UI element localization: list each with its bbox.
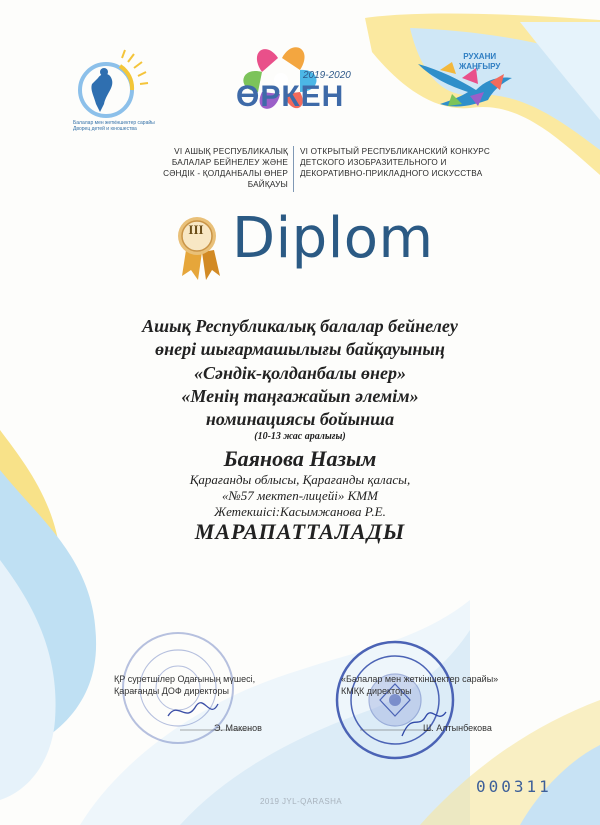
serial-number: 000311	[476, 777, 552, 796]
header-divider	[293, 146, 294, 192]
medal-label: III	[188, 222, 204, 237]
age-group: (10-13 жас аралығы)	[254, 431, 346, 442]
competition-title-ru: VI ОТКРЫТЫЙ РЕСПУБЛИКАНСКИЙ КОНКУРС ДЕТСКОГО ИЗОБРАЗИТЕЛЬНОГО И ДЕКОРАТИВНО-ПРИКЛАДНОГО ИСКУССТВА	[300, 147, 490, 178]
right-signatory-role	[341, 673, 498, 697]
ruhani-line-2: ЖАҢҒЫРУ	[459, 62, 501, 71]
recipient-name: Баянова Назым	[223, 446, 377, 471]
ruhani-line-1: РУХАНИ	[463, 52, 497, 61]
left-signatory-role	[114, 673, 255, 697]
left-signatory-role-2: Қарағанды ДОФ директоры	[114, 686, 230, 696]
recipient-region: Қарағанды облысы, Қарағанды қаласы,	[189, 472, 411, 487]
orken-year: 2019-2020	[303, 70, 351, 81]
competition-title-kz: VI АШЫҚ РЕСПУБЛИКАЛЫҚ БАЛАЛАР БЕЙНЕЛЕУ ЖӘНЕ СӘНДІК - ҚОЛДАНБАЛЫ ӨНЕР БАЙҚАУЫ	[163, 147, 288, 189]
palace-logo-caption-ru: Дворец детей и юношества	[73, 126, 137, 132]
body-line-5: номинациясы бойынша	[205, 409, 395, 429]
ruhani-zhangyru-caption	[459, 52, 500, 72]
palace-logo	[80, 50, 148, 116]
issue-date: 2019 JYL-QARASHA	[260, 797, 342, 806]
right-signatory-name: Ш. Алтынбекова	[423, 723, 492, 733]
recipient-teacher: Жетекшісі:Касымжанова Р.Е.	[214, 504, 386, 519]
left-signatory-name: Э. Макенов	[214, 723, 262, 733]
body-line-2: өнері шығармашылығы байқауының	[155, 339, 445, 359]
awarded-label: МАРАПАТТАЛАДЫ	[194, 519, 406, 544]
nomination-category: «Сәндік-қолданбалы өнер»	[193, 363, 407, 383]
diploma-title: Diplom	[232, 206, 434, 271]
palace-logo-caption-kz: Балалар мен жеткіншектер сарайы	[73, 120, 155, 126]
nomination-title: «Менің таңғажайып әлемім»	[181, 386, 419, 406]
left-signatory-role-1: ҚР суретшілер Одағының мүшесі,	[114, 674, 256, 684]
palace-logo-caption	[73, 120, 155, 132]
orken-title: ӨРКЕН	[236, 80, 345, 113]
recipient-school: «№57 мектеп-лицейі» КММ	[222, 488, 378, 503]
right-signatory-role-1: «Балалар мен жеткіншектер сарайы»	[341, 674, 499, 684]
body-line-1: Ашық Республикалық балалар бейнелеу	[142, 316, 458, 336]
right-signatory-role-2: КМҚК директоры	[341, 686, 412, 696]
